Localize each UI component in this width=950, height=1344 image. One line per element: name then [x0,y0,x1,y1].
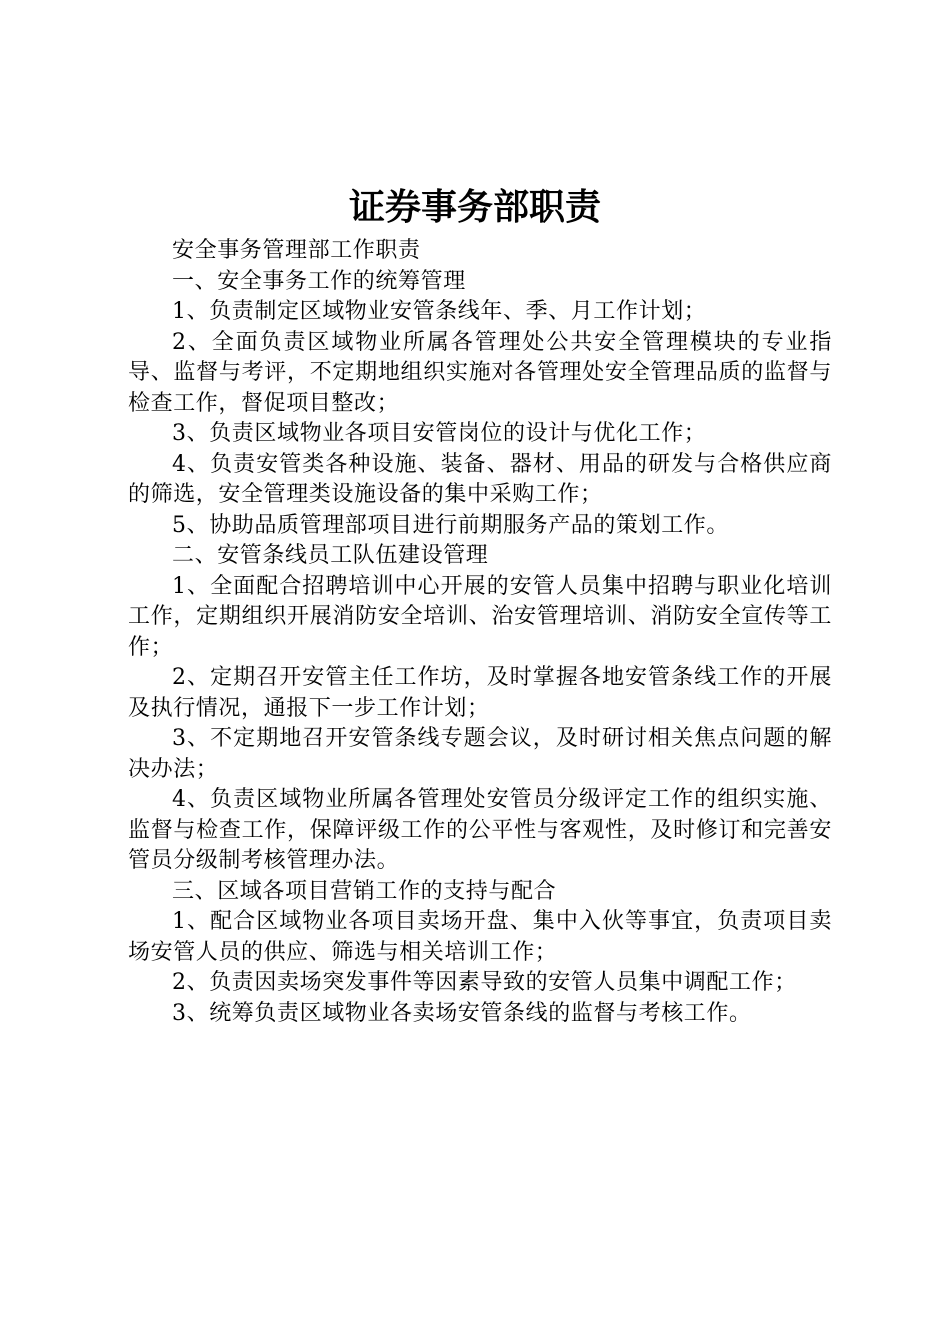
paragraph-item: 2、全面负责区域物业所属各管理处公共安全管理模块的专业指导、监督与考评，不定期地组织实施对各管理处安全管理品质的监督与检查工作，督促项目整改； [128,329,832,416]
paragraph-item: 1、负责制定区域物业安管条线年、季、月工作计划； [172,299,707,324]
document-body [128,236,832,1029]
paragraph-item: 2、定期召开安管主任工作坊，及时掌握各地安管条线工作的开展及执行情况，通报下一步工作计划； [128,665,832,721]
paragraph-item: 1、配合区域物业各项目卖场开盘、集中入伙等事宜，负责项目卖场安管人员的供应、筛选与相关培训工作； [128,909,832,965]
paragraph-item: 2、负责因卖场突发事件等因素导致的安管人员集中调配工作； [172,970,797,995]
paragraph-heading-3: 三、区域各项目营销工作的支持与配合 [172,878,557,904]
paragraph-item: 1、全面配合招聘培训中心开展的安管人员集中招聘与职业化培训工作，定期组织开展消防安全培训、治安管理培训、消防安全宣传等工作； [128,573,832,660]
paragraph-section-intro: 安全事务管理部工作职责 [172,238,421,263]
paragraph-heading-2: 二、安管条线员工队伍建设管理 [172,543,489,568]
paragraph-item: 3、不定期地召开安管条线专题会议，及时研讨相关焦点问题的解决办法； [128,726,832,782]
paragraph-item: 5、协助品质管理部项目进行前期服务产品的策划工作。 [172,512,729,538]
paragraph-item: 4、负责区域物业所属各管理处安管员分级评定工作的组织实施、监督与检查工作，保障评级工作的公平性与客观性，及时修订和完善安管员分级制考核管理办法。 [128,787,832,873]
paragraph-item: 3、统筹负责区域物业各卖场安管条线的监督与考核工作。 [172,1000,752,1026]
paragraph-heading-1: 一、安全事务工作的统筹管理 [172,268,466,294]
document-title: 证券事务部职责 [348,187,601,228]
paragraph-item: 3、负责区域物业各项目安管岗位的设计与优化工作； [172,421,707,446]
paragraph-item: 4、负责安管类各种设施、装备、器材、用品的研发与合格供应商的筛选，安全管理类设施设备的集中采购工作； [128,451,832,507]
